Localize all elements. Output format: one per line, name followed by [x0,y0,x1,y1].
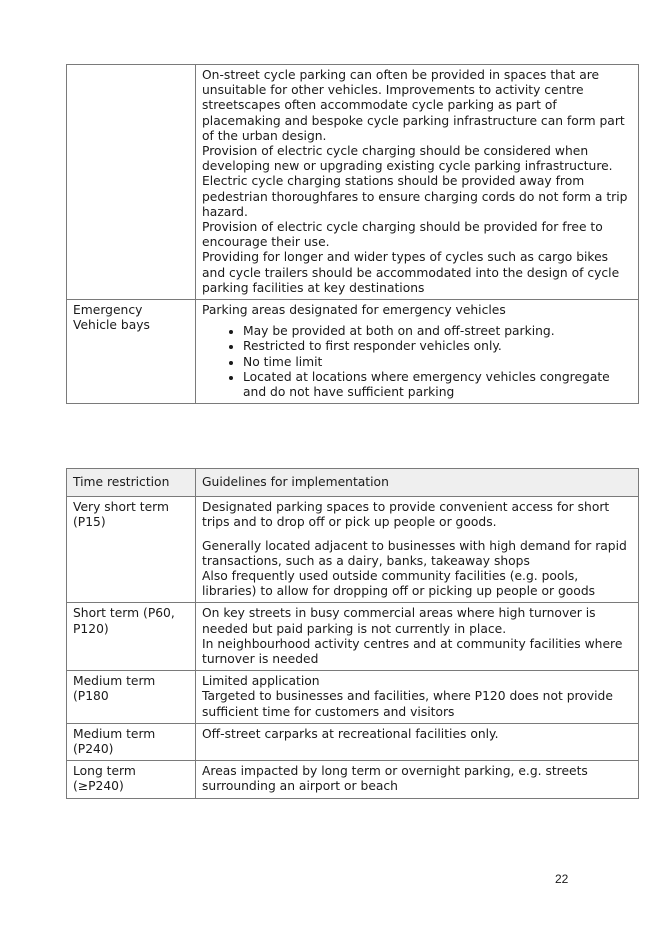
row-content [196,300,639,404]
row-label: Medium term (P240) [67,723,196,760]
table-row [67,671,639,724]
bullet-list [202,324,633,400]
paragraph: Areas impacted by long term or overnight parking, e.g. streets surrounding an airport or beach [202,764,588,794]
paragraph: Generally located adjacent to businesses with high demand for rapid transactions, such as a dairy, banks, takeaway shops [202,538,627,568]
table-row [67,65,639,300]
paragraph: Also frequently used outside community facilities (e.g. pools, libraries) to allow for dropping off or picking up people or goods [202,569,596,599]
list-item: • No time limit [243,355,633,370]
paragraph: Off-street carparks at recreational facilities only. [202,726,499,741]
paragraph: Parking areas designated for emergency vehicles [202,303,506,318]
table-header-row [67,469,639,497]
row-content [196,65,639,300]
row-content [196,671,639,724]
paragraph: Designated parking spaces to provide convenient access for short trips and to drop off or pick up people or goods. [202,500,610,530]
row-label: Short term (P60, P120) [67,603,196,671]
page-number: 22 [555,872,569,886]
paragraph: Limited application [202,674,320,689]
row-label: Medium term (P180 [67,671,196,724]
list-item: • Restricted to first responder vehicles only. [243,339,633,354]
row-label: Very short term (P15) [67,497,196,603]
paragraph: On key streets in busy commercial areas where high turnover is needed but paid parking is not currently in place. [202,606,596,636]
row-content [196,497,639,603]
paragraph: Electric cycle charging stations should be provided away from pedestrian thoroughfares to ensure charging cords do not form a trip hazard. [202,174,628,219]
paragraph: Provision of electric cycle charging should be considered when developing new or upgrading existing cycle parking infrastructure. [202,144,613,174]
column-header: Time restriction [67,469,196,497]
time-restriction-table [66,468,639,799]
paragraph: On-street cycle parking can often be provided in spaces that are unsuitable for other vehicles. Improvements to activity centre streetscapes often accommodate cycle parking as part of placemaking and bespoke cycle parking infrastructure can form part of the urban design. [202,68,625,143]
table-row [67,300,639,404]
list-item: • Located at locations where emergency vehicles congregate and do not have sufficient parking [243,370,633,400]
column-header: Guidelines for implementation [196,469,639,497]
table-row [67,497,639,603]
paragraph: Targeted to businesses and facilities, where P120 does not provide sufficient time for customers and visitors [202,689,613,719]
table-row [67,603,639,671]
table-row [67,761,639,798]
cycle-emergency-table [66,64,639,404]
list-item: • May be provided at both on and off-street parking. [243,324,633,339]
row-content [196,761,639,798]
paragraph: Providing for longer and wider types of cycles such as cargo bikes and cycle trailers should be accommodated into the design of cycle parking facilities at key destinations [202,250,620,295]
row-label: Long term (≥P240) [67,761,196,798]
row-content [196,603,639,671]
row-content [196,723,639,760]
paragraph: In neighbourhood activity centres and at community facilities where turnover is needed [202,636,623,667]
paragraph: Provision of electric cycle charging should be provided for free to encourage their use. [202,220,603,250]
row-label [67,65,196,300]
row-label: Emergency Vehicle bays [67,300,196,404]
table-row [67,723,639,760]
